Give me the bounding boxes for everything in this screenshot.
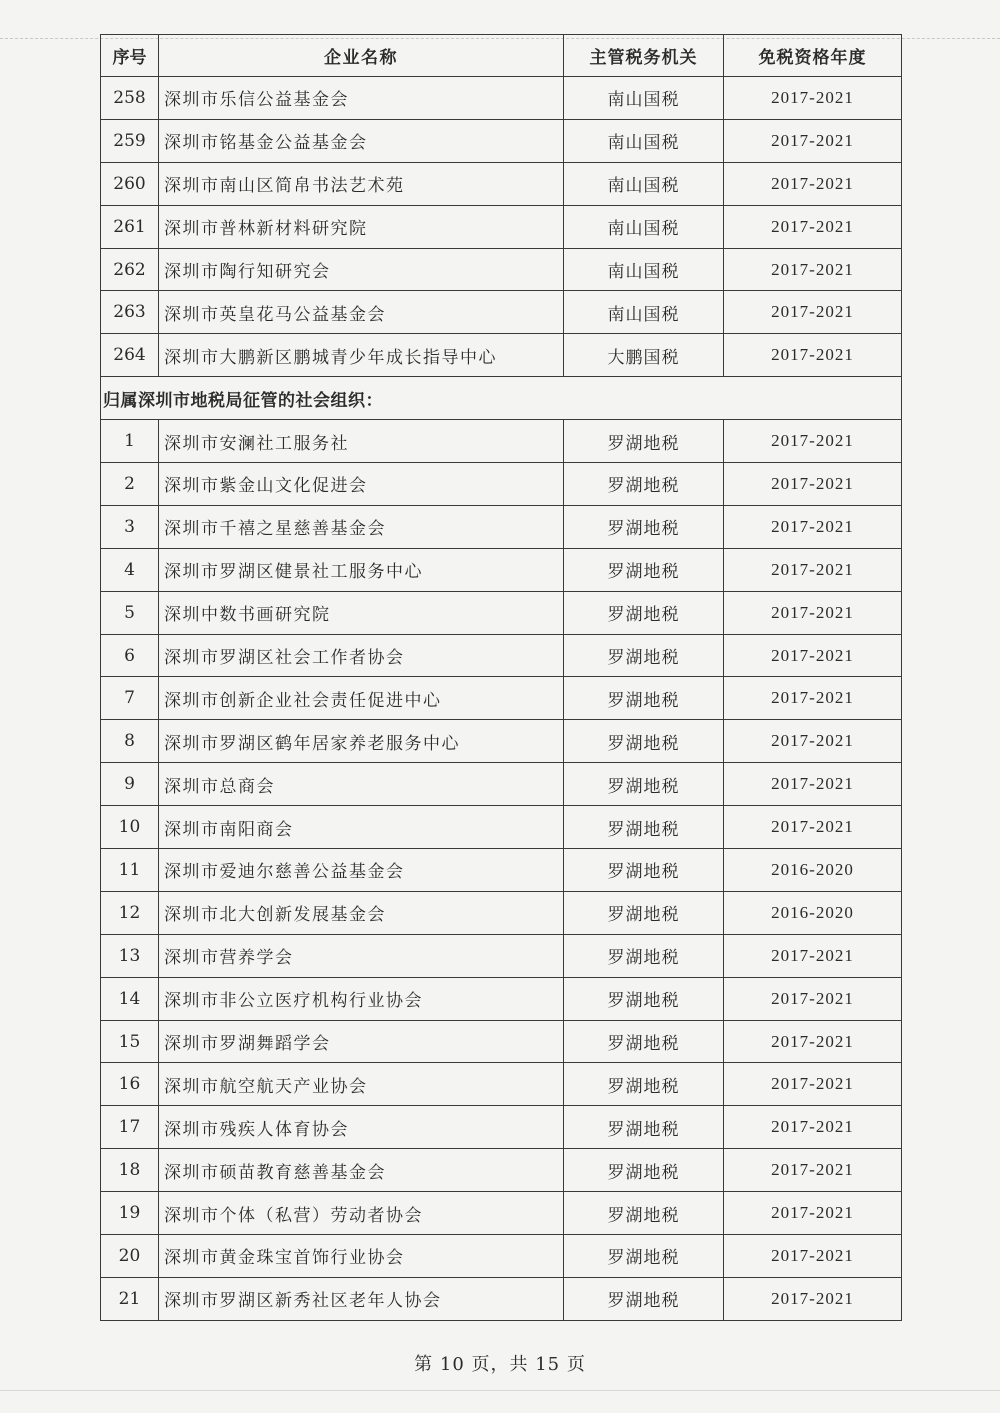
table-row: [101, 849, 902, 892]
organization-name-cell: 深圳中数书画研究院: [159, 591, 564, 634]
organization-name-cell: 深圳市营养学会: [159, 934, 564, 977]
organization-name-cell: 深圳市残疾人体育协会: [159, 1106, 564, 1149]
table-row: [101, 763, 902, 806]
exemption-years-cell: 2017-2021: [724, 763, 902, 806]
serial-number-cell: 10: [101, 806, 159, 849]
table-row: [101, 291, 902, 334]
header-organization-name: 企业名称: [159, 35, 564, 77]
table-row: [101, 248, 902, 291]
section-local-tax-rows: [101, 420, 902, 1321]
table-row: [101, 463, 902, 506]
organization-name-cell: 深圳市罗湖区新秀社区老年人协会: [159, 1277, 564, 1320]
organization-name-cell: 深圳市安澜社工服务社: [159, 420, 564, 463]
exemption-years-cell: 2017-2021: [724, 205, 902, 248]
tax-authority-cell: 大鹏国税: [564, 334, 724, 377]
table-row: [101, 77, 902, 120]
organization-name-cell: 深圳市北大创新发展基金会: [159, 891, 564, 934]
table-row: [101, 634, 902, 677]
serial-number-cell: 18: [101, 1149, 159, 1192]
serial-number-cell: 16: [101, 1063, 159, 1106]
table-row: [101, 1106, 902, 1149]
exemption-years-cell: 2016-2020: [724, 891, 902, 934]
exemption-years-cell: 2017-2021: [724, 548, 902, 591]
page-number-footer: 第 10 页，共 15 页: [414, 1354, 586, 1375]
serial-number-cell: 9: [101, 763, 159, 806]
tax-authority-cell: 罗湖地税: [564, 1192, 724, 1235]
exemption-years-cell: 2017-2021: [724, 591, 902, 634]
exemption-years-cell: 2017-2021: [724, 119, 902, 162]
exemption-years-cell: 2017-2021: [724, 1235, 902, 1278]
organization-name-cell: 深圳市英皇花马公益基金会: [159, 291, 564, 334]
table-row: [101, 205, 902, 248]
serial-number-cell: 259: [101, 119, 159, 162]
serial-number-cell: 11: [101, 849, 159, 892]
organization-name-cell: 深圳市罗湖舞蹈学会: [159, 1020, 564, 1063]
table-row: [101, 591, 902, 634]
exemption-years-cell: 2017-2021: [724, 1192, 902, 1235]
serial-number-cell: 4: [101, 548, 159, 591]
table-row: [101, 934, 902, 977]
section-heading: 归属深圳市地税局征管的社会组织：: [101, 377, 902, 420]
serial-number-cell: 2: [101, 463, 159, 506]
tax-authority-cell: 罗湖地税: [564, 463, 724, 506]
header-exemption-years: 免税资格年度: [724, 35, 902, 77]
exemption-years-cell: 2017-2021: [724, 463, 902, 506]
table-row: [101, 505, 902, 548]
organization-name-cell: 深圳市航空航天产业协会: [159, 1063, 564, 1106]
tax-authority-cell: 罗湖地税: [564, 548, 724, 591]
organization-name-cell: 深圳市紫金山文化促进会: [159, 463, 564, 506]
table-row: [101, 1020, 902, 1063]
organization-name-cell: 深圳市普林新材料研究院: [159, 205, 564, 248]
tax-authority-cell: 罗湖地税: [564, 677, 724, 720]
page-bottom-edge: [0, 1390, 1000, 1391]
tax-authority-cell: 罗湖地税: [564, 934, 724, 977]
tax-authority-cell: 罗湖地税: [564, 634, 724, 677]
serial-number-cell: 6: [101, 634, 159, 677]
table-row: [101, 548, 902, 591]
tax-authority-cell: 罗湖地税: [564, 806, 724, 849]
tax-authority-cell: 罗湖地税: [564, 720, 724, 763]
serial-number-cell: 1: [101, 420, 159, 463]
organization-name-cell: 深圳市罗湖区鹤年居家养老服务中心: [159, 720, 564, 763]
organization-name-cell: 深圳市黄金珠宝首饰行业协会: [159, 1235, 564, 1278]
serial-number-cell: 263: [101, 291, 159, 334]
serial-number-cell: 3: [101, 505, 159, 548]
exemption-years-cell: 2017-2021: [724, 420, 902, 463]
serial-number-cell: 260: [101, 162, 159, 205]
table-row: [101, 1277, 902, 1320]
header-serial-number: 序号: [101, 35, 159, 77]
organization-name-cell: 深圳市乐信公益基金会: [159, 77, 564, 120]
table-row: [101, 891, 902, 934]
serial-number-cell: 19: [101, 1192, 159, 1235]
exemption-years-cell: 2017-2021: [724, 505, 902, 548]
tax-authority-cell: 罗湖地税: [564, 1063, 724, 1106]
serial-number-cell: 258: [101, 77, 159, 120]
organization-name-cell: 深圳市陶行知研究会: [159, 248, 564, 291]
tax-authority-cell: 罗湖地税: [564, 891, 724, 934]
exemption-years-cell: 2017-2021: [724, 1149, 902, 1192]
organization-name-cell: 深圳市爱迪尔慈善公益基金会: [159, 849, 564, 892]
tax-authority-cell: 罗湖地税: [564, 977, 724, 1020]
exemption-years-cell: 2017-2021: [724, 634, 902, 677]
exemption-years-cell: 2017-2021: [724, 720, 902, 763]
serial-number-cell: 12: [101, 891, 159, 934]
tax-authority-cell: 南山国税: [564, 162, 724, 205]
organization-name-cell: 深圳市个体（私营）劳动者协会: [159, 1192, 564, 1235]
table-row: [101, 720, 902, 763]
tax-authority-cell: 罗湖地税: [564, 1020, 724, 1063]
exemption-years-cell: 2017-2021: [724, 1277, 902, 1320]
serial-number-cell: 8: [101, 720, 159, 763]
organization-name-cell: 深圳市大鹏新区鹏城青少年成长指导中心: [159, 334, 564, 377]
exemption-years-cell: 2017-2021: [724, 291, 902, 334]
table-row: [101, 977, 902, 1020]
tax-authority-cell: 罗湖地税: [564, 1106, 724, 1149]
tax-authority-cell: 罗湖地税: [564, 420, 724, 463]
table-row: [101, 677, 902, 720]
organization-name-cell: 深圳市南山区简帛书法艺术苑: [159, 162, 564, 205]
tax-authority-cell: 南山国税: [564, 119, 724, 162]
table-row: [101, 420, 902, 463]
serial-number-cell: 15: [101, 1020, 159, 1063]
tax-exempt-organizations-table: [100, 34, 902, 1321]
section-heading-row: [101, 377, 902, 420]
table-row: [101, 1192, 902, 1235]
table-row: [101, 1063, 902, 1106]
serial-number-cell: 264: [101, 334, 159, 377]
serial-number-cell: 21: [101, 1277, 159, 1320]
exemption-years-cell: 2017-2021: [724, 677, 902, 720]
exemption-years-cell: 2017-2021: [724, 334, 902, 377]
tax-authority-cell: 南山国税: [564, 248, 724, 291]
organization-name-cell: 深圳市非公立医疗机构行业协会: [159, 977, 564, 1020]
exemption-years-cell: 2017-2021: [724, 1020, 902, 1063]
serial-number-cell: 262: [101, 248, 159, 291]
serial-number-cell: 261: [101, 205, 159, 248]
table-row: [101, 806, 902, 849]
exemption-years-cell: 2017-2021: [724, 1106, 902, 1149]
organization-name-cell: 深圳市总商会: [159, 763, 564, 806]
serial-number-cell: 20: [101, 1235, 159, 1278]
serial-number-cell: 13: [101, 934, 159, 977]
serial-number-cell: 7: [101, 677, 159, 720]
exemption-years-cell: 2017-2021: [724, 806, 902, 849]
serial-number-cell: 17: [101, 1106, 159, 1149]
table-row: [101, 1149, 902, 1192]
organization-name-cell: 深圳市铭基金公益基金会: [159, 119, 564, 162]
tax-authority-cell: 罗湖地税: [564, 849, 724, 892]
organization-name-cell: 深圳市罗湖区社会工作者协会: [159, 634, 564, 677]
serial-number-cell: 14: [101, 977, 159, 1020]
tax-authority-cell: 罗湖地税: [564, 591, 724, 634]
tax-authority-cell: 罗湖地税: [564, 1235, 724, 1278]
serial-number-cell: 5: [101, 591, 159, 634]
exemption-years-cell: 2017-2021: [724, 934, 902, 977]
organization-name-cell: 深圳市罗湖区健景社工服务中心: [159, 548, 564, 591]
table-row: [101, 334, 902, 377]
table-header-row: [101, 35, 902, 77]
exemption-years-cell: 2016-2020: [724, 849, 902, 892]
section-national-tax-rows: [101, 77, 902, 377]
table-row: [101, 119, 902, 162]
exemption-years-cell: 2017-2021: [724, 162, 902, 205]
tax-authority-cell: 罗湖地税: [564, 505, 724, 548]
tax-authority-cell: 南山国税: [564, 291, 724, 334]
tax-authority-cell: 罗湖地税: [564, 763, 724, 806]
tax-authority-cell: 罗湖地税: [564, 1277, 724, 1320]
exemption-years-cell: 2017-2021: [724, 77, 902, 120]
exemption-years-cell: 2017-2021: [724, 248, 902, 291]
exemption-years-cell: 2017-2021: [724, 977, 902, 1020]
header-tax-authority: 主管税务机关: [564, 35, 724, 77]
tax-authority-cell: 罗湖地税: [564, 1149, 724, 1192]
organization-name-cell: 深圳市千禧之星慈善基金会: [159, 505, 564, 548]
tax-authority-cell: 南山国税: [564, 205, 724, 248]
exemption-years-cell: 2017-2021: [724, 1063, 902, 1106]
organization-name-cell: 深圳市南阳商会: [159, 806, 564, 849]
table-row: [101, 162, 902, 205]
tax-authority-cell: 南山国税: [564, 77, 724, 120]
table-row: [101, 1235, 902, 1278]
organization-name-cell: 深圳市硕苗教育慈善基金会: [159, 1149, 564, 1192]
organization-name-cell: 深圳市创新企业社会责任促进中心: [159, 677, 564, 720]
